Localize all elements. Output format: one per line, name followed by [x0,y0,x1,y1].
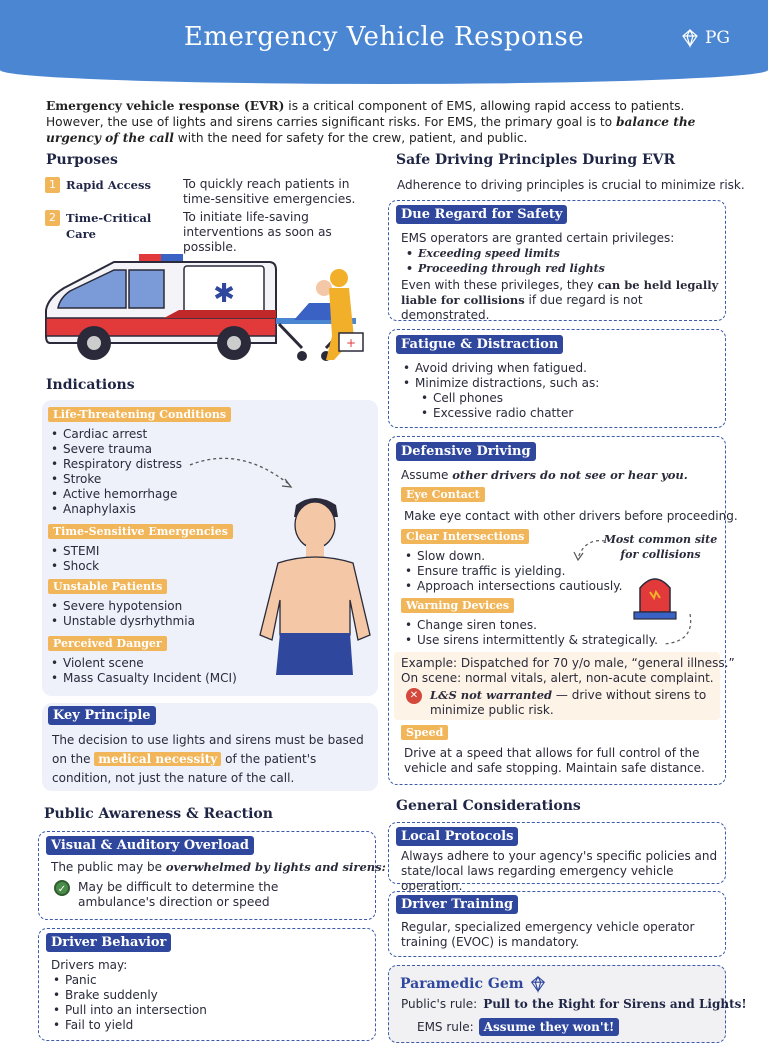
general-heading: General Considerations [396,798,581,814]
list-item: • Cell phones [419,391,573,406]
list-item: • Mass Casualty Incident (MCI) [49,671,237,686]
purpose-number: 2 [45,210,60,226]
driver-intro: Drivers may: [51,958,128,972]
patient-illustration [258,495,373,680]
purpose-item [45,177,383,207]
fatigue-list [401,361,599,391]
gem-ems-text: Assume they won't! [479,1018,620,1036]
indication-group [48,524,233,574]
list-item: • Ensure traffic is yielding. [403,564,622,579]
public-heading: Public Awareness & Reaction [44,806,273,822]
indication-tag: Life-Threatening Conditions [48,407,231,422]
driver-behavior-label: Driver Behavior [46,933,171,952]
list-item: • Unstable dysrhythmia [49,614,195,629]
gem-public-rule [401,997,747,1011]
purpose-title: Rapid Access [66,178,151,192]
gem-ems-rule [417,1018,619,1036]
list-item: • Anaphylaxis [49,502,231,517]
warning-list [403,618,658,648]
safe-driving-heading: Safe Driving Principles During EVR [396,152,676,168]
example-italic: L&S not warranted [430,688,553,702]
indication-group [48,636,237,686]
driver-training-text: Regular, specialized emergency vehicle operator training (EVOC) is mandatory. [401,920,695,949]
indication-group [48,579,195,629]
page-title: Emergency Vehicle Response [183,22,585,52]
list-item: • Change siren tones. [403,618,658,633]
key-principle-text [52,731,370,788]
intro-text: is a critical component of EMS, allowing rapid access to patients. However, the use of lights and sirens carries significant risks. For EMS, the primary goal is to [46,99,685,129]
example-line-1: Example: Dispatched for 70 y/o male, “general illness.” [401,656,735,670]
overload-label: Visual & Auditory Overload [46,836,254,855]
example-text [401,656,735,686]
list-item: • Shock [49,559,233,574]
indication-tag: Time-Sensitive Emergencies [48,524,233,539]
key-principle-tag [48,706,156,725]
list-item: • Use sirens intermittently & strategically. [403,633,658,648]
logo-text: PG [704,28,730,48]
x-icon: ✕ [406,688,422,704]
gem-ems-label: EMS rule: [417,1020,474,1034]
fatigue-tag [396,335,563,354]
list-item: • Cardiac arrest [49,427,231,442]
driver-training-label: Driver Training [396,895,518,914]
list-item: • Avoid driving when fatigued. [401,361,599,376]
ambulance-illustration [44,248,374,370]
local-protocols-text: Always adhere to your agency's specific policies and state/local laws regarding emergency vehicle operation. [401,849,718,893]
gem-logo-icon [680,28,700,48]
list-item: • Slow down. [403,549,622,564]
list-item: • Exceeding speed limits [404,246,605,261]
list-item: • Panic [51,973,207,988]
defensive-italic: other drivers do not see or hear you. [452,468,688,482]
due-intro: EMS operators are granted certain privileges: [401,231,675,245]
local-protocols-label: Local Protocols [396,827,518,846]
intro-italic: balance the urgency of the call [46,115,696,145]
indication-list [49,656,237,686]
eye-contact-label: Eye Contact [401,487,485,502]
list-item: • Severe trauma [49,442,231,457]
purpose-desc: To initiate life-saving interventions as soon as possible. [183,210,332,254]
check-icon: ✓ [54,880,70,896]
svg-text:+: + [345,336,357,350]
due-text-end: if due regard is not demonstrated. [401,293,643,322]
purpose-number: 1 [45,177,60,193]
defensive-tag [396,442,536,461]
speed-label: Speed [401,725,448,740]
svg-text:✱: ✱ [213,279,235,309]
driver-training-tag [396,895,518,914]
list-item: • Brake suddenly [51,988,207,1003]
due-list [404,246,605,276]
gem-title: Paramedic Gem [400,976,524,992]
key-principle-label: Key Principle [48,706,156,725]
eye-contact-tag [401,487,485,502]
purpose-title: Time-Critical Care [66,211,152,241]
indication-list [49,544,233,574]
overload-italic: overwhelmed by lights and sirens: [165,860,386,874]
defensive-label: Defensive Driving [396,442,536,461]
page-header [0,0,768,84]
warning-devices-tag [401,598,514,613]
list-item: • Stroke [49,472,231,487]
indications-heading: Indications [46,377,135,393]
distraction-list [419,391,573,421]
list-item: • Proceeding through red lights [404,261,605,276]
list-item: • Minimize distractions, such as: [401,376,599,391]
key-text-end: of the patient's condition, not just the nature of the call. [52,752,317,785]
due-bold: can be held legally liable for collisions [401,278,719,307]
list-item: • Approach intersections cautiously. [403,579,622,594]
driver-list [51,973,207,1033]
key-text: The decision to use lights and sirens must be based on the [52,733,364,766]
dotted-arrow [185,445,300,495]
indication-tag: Perceived Danger [48,636,167,651]
example-conclusion-text: — drive without sirens to minimize public risk. [430,688,707,717]
driver-behavior-tag [46,933,171,952]
list-item: • Respiratory distress [49,457,231,472]
speed-text: Drive at a speed that allows for full control of the vehicle and safe stopping. Maintain safe distance. [404,746,705,775]
clear-intersections-tag [401,529,529,544]
list-item: • Fail to yield [51,1018,207,1033]
due-regard-tag [396,205,567,224]
defensive-intro-text: Assume [401,468,453,482]
intro-text-end: with the need for safety for the crew, patient, and public. [173,131,528,145]
overload-point-text: May be difficult to determine the ambulance's direction or speed [78,880,279,909]
eye-contact-text: Make eye contact with other drivers before proceeding. [404,509,738,523]
gem-icon [529,975,547,993]
medical-necessity-highlight: medical necessity [94,752,221,766]
intro-bold: Emergency vehicle response (EVR) [46,99,285,113]
overload-intro-text: The public may be [51,860,166,874]
example-line-2: On scene: normal vitals, alert, non-acute complaint. [401,671,714,685]
gem-public-label: Public's rule: [401,997,478,1011]
intro-paragraph [46,98,726,146]
overload-intro [51,860,386,874]
list-item: • Active hemorrhage [49,487,231,502]
list-item: • Violent scene [49,656,237,671]
safe-driving-intro: Adherence to driving principles is crucial to minimize risk. [397,178,745,192]
pg-logo [680,28,730,48]
due-text: Even with these privileges, they [401,278,598,292]
overload-point [54,880,348,910]
indication-tag: Unstable Patients [48,579,167,594]
warning-devices-label: Warning Devices [401,598,514,613]
due-regard-label: Due Regard for Safety [396,205,567,224]
gem-header [400,975,547,993]
list-item: • STEMI [49,544,233,559]
gem-public-text: Pull to the Right for Sirens and Lights! [483,997,747,1011]
fatigue-label: Fatigue & Distraction [396,335,563,354]
defensive-intro [401,468,688,482]
list-item: • Pull into an intersection [51,1003,207,1018]
list-item: • Excessive radio chatter [419,406,573,421]
local-protocols-tag [396,827,518,846]
purposes-heading: Purposes [46,152,118,168]
list-item: • Severe hypotension [49,599,195,614]
clear-intersections-label: Clear Intersections [401,529,529,544]
note-arrow [570,536,610,566]
speed-tag [401,725,448,740]
overload-tag [46,836,254,855]
collision-note: Most common site for collisions [603,533,718,561]
due-liability [401,278,719,323]
purpose-desc: To quickly reach patients in time-sensitive emergencies. [183,177,356,206]
indication-list [49,599,195,629]
siren-arrow [655,612,700,652]
example-conclusion [406,688,710,718]
